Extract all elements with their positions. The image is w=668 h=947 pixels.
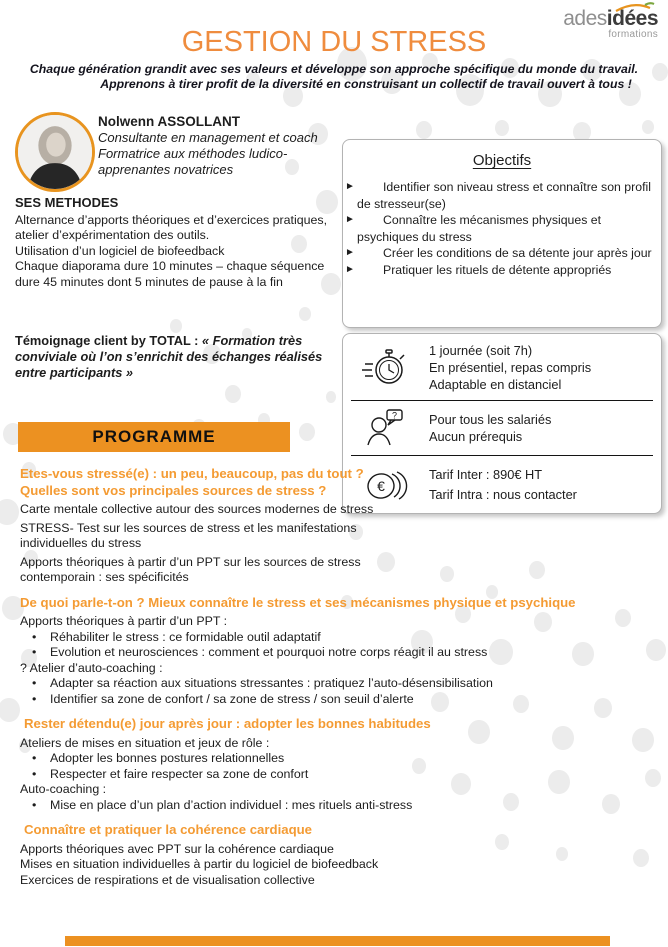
program-line: Mises en situation individuelles à partir du logiciel de biofeedback: [20, 857, 379, 871]
program-line: • Respecter et faire respecter sa zone de confort: [32, 766, 309, 781]
bullet-icon: •: [32, 645, 37, 659]
testimonial-label: Témoignage client by TOTAL :: [15, 333, 202, 348]
objective-text: Créer les conditions de sa détente jour après jour: [383, 246, 652, 260]
bullet-icon: •: [32, 766, 37, 781]
objective-item: [345, 179, 653, 212]
program-line: Apports théoriques à partir d’un PPT :: [20, 614, 228, 628]
duration-row: [343, 334, 661, 400]
svg-text:€: €: [377, 478, 385, 495]
bullet-icon: •: [32, 691, 37, 706]
bullet-icon: •: [32, 751, 37, 765]
audience-row: [343, 401, 661, 455]
svg-text:?: ?: [391, 410, 398, 421]
program-line: • Evolution et neurosciences : comment et pourquoi notre corps réagit il au stress: [32, 645, 488, 659]
objective-text: Connaître les mécanismes physiques et psychiques du stress: [357, 213, 602, 244]
objective-item: [345, 212, 653, 245]
program-line: • Réhabiliter le stress : ce formidable outil adaptatif: [32, 629, 321, 644]
pricing-line: Tarif Inter : 890€ HT: [429, 466, 543, 482]
arrow-bullet-icon: ►: [345, 181, 355, 192]
methods-section: [15, 195, 337, 290]
audience-line: Aucun prérequis: [429, 428, 523, 444]
program-line: • Adapter sa réaction aux situations stressantes : pratiquez l’auto-désensibilisation: [32, 676, 493, 690]
arrow-bullet-icon: ►: [345, 263, 355, 275]
methods-heading: SES METHODES: [15, 195, 119, 210]
methods-paragraph: Utilisation d’un logiciel de biofeedback: [15, 243, 225, 258]
bullet-icon: •: [32, 676, 37, 690]
objective-text: Pratiquer les rituels de détente appropriés: [383, 262, 612, 277]
page-title: GESTION DU STRESS: [181, 26, 487, 58]
person-question-icon: [353, 406, 417, 450]
objective-text: Identifier son niveau stress et connaître son profil de stresseur(se): [357, 180, 651, 211]
portrait-silhouette-icon: [18, 115, 92, 189]
program-section-3: [20, 716, 654, 813]
logo-swoosh-icon: [614, 1, 656, 13]
duration-line: 1 journée (soit 7h): [429, 342, 533, 358]
bullet-icon: •: [32, 797, 37, 812]
trainer-name: Nolwenn ASSOLLANT: [98, 114, 240, 129]
section-heading: Etes-vous stressé(e) : un peu, beaucoup, pas du tout ?: [20, 466, 364, 481]
program-section-2: [20, 595, 654, 708]
arrow-bullet-icon: ►: [345, 214, 355, 225]
program-line: • Mise en place d’un plan d’action individuel : mes rituels anti-stress: [32, 797, 413, 812]
objectives-title: Objectifs: [472, 152, 532, 169]
logo-text-idees: idées: [606, 7, 658, 30]
program-line: Auto-coaching :: [20, 782, 107, 796]
intro-text: [0, 62, 668, 92]
arrow-bullet-icon: ►: [345, 247, 355, 258]
objectives-list: [343, 179, 661, 278]
section-heading: Rester détendu(e) jour après jour : adopter les bonnes habitudes: [24, 716, 431, 731]
trainer-info: [98, 114, 338, 178]
methods-paragraph: Chaque diaporama dure 10 minutes – chaque séquence dure 45 minutes dont 5 minutes de pause à la fin: [15, 259, 325, 289]
objectives-card: [342, 139, 662, 328]
program-line: Ateliers de mises en situation et jeux de rôle :: [20, 735, 270, 750]
trainer-role-2: Formatrice aux méthodes ludico-apprenantes novatrices: [98, 146, 288, 177]
program-line: Apports théoriques avec PPT sur la cohérence cardiaque: [20, 841, 334, 856]
section-heading: Connaître et pratiquer la cohérence cardiaque: [24, 822, 313, 837]
duration-text: [417, 342, 591, 393]
program-line: Apports théoriques à partir d’un PPT sur les sources de stress contemporain : ses spécificités: [20, 554, 361, 584]
objective-item: [345, 245, 653, 262]
program-line: • Identifier sa zone de confort / sa zone de stress / son seuil d’alerte: [32, 691, 414, 706]
logo-tagline: formations: [608, 29, 658, 40]
section-heading: De quoi parle-t-on ? Mieux connaître le stress et ses mécanismes physique et psychique: [20, 594, 576, 610]
programme-banner: PROGRAMME: [18, 422, 290, 452]
program-line: Carte mentale collective autour des sources modernes de stress: [20, 502, 374, 516]
objective-item: [345, 262, 653, 279]
trainer-role-1: Consultante en management et coach: [98, 130, 318, 145]
duration-line: Adaptable en distanciel: [429, 376, 562, 392]
client-testimonial: [15, 333, 341, 381]
pricing-line: Tarif Intra : nous contacter: [429, 486, 577, 502]
intro-line-2: Apprenons à tirer profit de la diversité en construisant un collectif de travail ouvert à tous !: [100, 77, 632, 91]
program-section-1: [20, 466, 654, 586]
audience-text: [417, 411, 551, 445]
program-section-4: [20, 822, 654, 888]
duration-line: En présentiel, repas compris: [429, 359, 592, 375]
program-line: STRESS- Test sur les sources de stress et les manifestations individuelles du stress: [20, 520, 357, 550]
logo-text-ades: ades: [563, 7, 607, 30]
footer-accent-bar: [65, 936, 610, 946]
methods-paragraph: Alternance d’apports théoriques et d’exercices pratiques, atelier d’expérimentation des outils.: [15, 212, 328, 242]
bullet-icon: •: [32, 629, 37, 644]
program-content: [20, 466, 654, 897]
program-line: • Adopter les bonnes postures relationnelles: [32, 751, 285, 765]
program-line: ? Atelier d’auto-coaching :: [20, 660, 163, 675]
program-line: Exercices de respirations et de visualisation collective: [20, 872, 315, 887]
section-heading: Quelles sont vos principales sources de stress ?: [20, 482, 327, 498]
testimonial-quote: « Formation très conviviale où l’on s’enrichit des échanges réalisés entre participants »: [15, 333, 323, 380]
stopwatch-icon: [353, 346, 417, 388]
trainer-photo: [15, 112, 95, 192]
intro-line-1: Chaque génération grandit avec ses valeurs et développe son approche spécifique du monde du travail.: [29, 62, 639, 76]
audience-line: Pour tous les salariés: [429, 411, 552, 427]
